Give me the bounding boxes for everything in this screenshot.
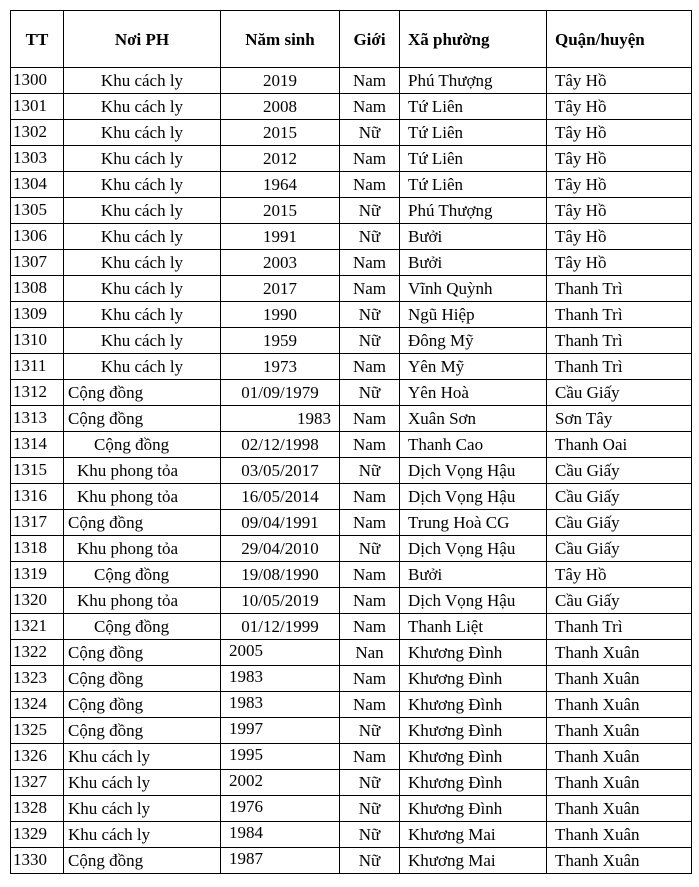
row-noi-ph: Khu cách ly: [64, 198, 221, 224]
row-nam-sinh: 2017: [221, 276, 340, 302]
row-noi-ph: Khu phong tỏa: [64, 484, 221, 510]
row-noi-ph: Khu cách ly: [64, 276, 221, 302]
row-xa-phuong: Tứ Liên: [400, 94, 547, 120]
row-xa-phuong: Khương Đình: [400, 666, 547, 692]
row-xa-phuong: Dịch Vọng Hậu: [400, 458, 547, 484]
row-noi-ph: Khu cách ly: [64, 770, 221, 796]
row-tt: 1301: [11, 94, 64, 120]
row-noi-ph: Khu phong tỏa: [64, 536, 221, 562]
table-row: [11, 224, 692, 250]
row-xa-phuong: Tứ Liên: [400, 146, 547, 172]
row-xa-phuong: Khương Đình: [400, 770, 547, 796]
row-noi-ph: Khu cách ly: [64, 328, 221, 354]
row-nam-sinh: 1973: [221, 354, 340, 380]
row-xa-phuong: Khương Đình: [400, 640, 547, 666]
row-gioi: Nữ: [340, 770, 400, 796]
row-xa-phuong: Dịch Vọng Hậu: [400, 484, 547, 510]
row-quan-huyen: Tây Hồ: [547, 68, 692, 94]
row-xa-phuong: Bưởi: [400, 224, 547, 250]
row-noi-ph: Khu cách ly: [64, 796, 221, 822]
row-gioi: Nam: [340, 484, 400, 510]
row-nam-sinh: 19/08/1990: [221, 562, 340, 588]
row-nam-sinh: 2015: [221, 120, 340, 146]
row-tt: 1327: [11, 770, 64, 796]
header-noi-ph: Nơi PH: [64, 11, 221, 68]
row-nam-sinh: 1995: [221, 744, 340, 770]
row-quan-huyen: Thanh Trì: [547, 354, 692, 380]
table-row: [11, 822, 692, 848]
row-gioi: Nữ: [340, 796, 400, 822]
row-xa-phuong: Vĩnh Quỳnh: [400, 276, 547, 302]
row-quan-huyen: Cầu Giấy: [547, 380, 692, 406]
table-row: [11, 484, 692, 510]
row-noi-ph: Khu cách ly: [64, 120, 221, 146]
row-gioi: Nữ: [340, 848, 400, 874]
row-tt: 1309: [11, 302, 64, 328]
table-row: [11, 744, 692, 770]
row-noi-ph: Khu cách ly: [64, 68, 221, 94]
table-row: [11, 640, 692, 666]
row-quan-huyen: Tây Hồ: [547, 562, 692, 588]
row-gioi: Nữ: [340, 458, 400, 484]
row-gioi: Nữ: [340, 536, 400, 562]
row-gioi: Nữ: [340, 328, 400, 354]
row-tt: 1324: [11, 692, 64, 718]
row-noi-ph: Khu phong tỏa: [64, 588, 221, 614]
row-xa-phuong: Yên Mỹ: [400, 354, 547, 380]
table-row: [11, 614, 692, 640]
row-quan-huyen: Thanh Xuân: [547, 822, 692, 848]
row-quan-huyen: Cầu Giấy: [547, 536, 692, 562]
row-tt: 1303: [11, 146, 64, 172]
row-gioi: Nữ: [340, 718, 400, 744]
table-row: [11, 562, 692, 588]
row-tt: 1306: [11, 224, 64, 250]
row-noi-ph: Khu cách ly: [64, 146, 221, 172]
table-row: [11, 146, 692, 172]
row-xa-phuong: Khương Đình: [400, 718, 547, 744]
row-gioi: Nam: [340, 562, 400, 588]
row-nam-sinh: 29/04/2010: [221, 536, 340, 562]
row-tt: 1314: [11, 432, 64, 458]
row-xa-phuong: Bưởi: [400, 562, 547, 588]
row-gioi: Nữ: [340, 822, 400, 848]
row-quan-huyen: Thanh Trì: [547, 276, 692, 302]
row-quan-huyen: Tây Hồ: [547, 94, 692, 120]
table-row: [11, 718, 692, 744]
row-xa-phuong: Dịch Vọng Hậu: [400, 536, 547, 562]
row-tt: 1319: [11, 562, 64, 588]
row-gioi: Nam: [340, 406, 400, 432]
row-xa-phuong: Phú Thượng: [400, 198, 547, 224]
row-nam-sinh: 1983: [221, 666, 340, 692]
row-xa-phuong: Phú Thượng: [400, 68, 547, 94]
row-quan-huyen: Thanh Xuân: [547, 796, 692, 822]
row-gioi: Nam: [340, 692, 400, 718]
row-nam-sinh: 2003: [221, 250, 340, 276]
header-nam-sinh: Năm sinh: [221, 11, 340, 68]
row-tt: 1328: [11, 796, 64, 822]
row-quan-huyen: Thanh Xuân: [547, 770, 692, 796]
row-noi-ph: Khu cách ly: [64, 224, 221, 250]
row-nam-sinh: 1991: [221, 224, 340, 250]
header-tt: TT: [11, 11, 64, 68]
table-row: [11, 458, 692, 484]
row-nam-sinh: 01/12/1999: [221, 614, 340, 640]
row-nam-sinh: 2019: [221, 68, 340, 94]
row-xa-phuong: Xuân Sơn: [400, 406, 547, 432]
row-tt: 1311: [11, 354, 64, 380]
row-gioi: Nam: [340, 94, 400, 120]
row-nam-sinh: 09/04/1991: [221, 510, 340, 536]
row-gioi: Nữ: [340, 120, 400, 146]
row-xa-phuong: Trung Hoà CG: [400, 510, 547, 536]
row-tt: 1322: [11, 640, 64, 666]
row-gioi: Nữ: [340, 224, 400, 250]
row-tt: 1308: [11, 276, 64, 302]
row-quan-huyen: Thanh Xuân: [547, 666, 692, 692]
row-xa-phuong: Yên Hoà: [400, 380, 547, 406]
row-xa-phuong: Khương Đình: [400, 692, 547, 718]
table-row: [11, 406, 692, 432]
row-tt: 1321: [11, 614, 64, 640]
row-noi-ph: Khu cách ly: [64, 744, 221, 770]
row-tt: 1307: [11, 250, 64, 276]
row-nam-sinh: 1987: [221, 848, 340, 874]
row-nam-sinh: 2012: [221, 146, 340, 172]
row-noi-ph: Cộng đồng: [64, 666, 221, 692]
row-nam-sinh: 1959: [221, 328, 340, 354]
row-quan-huyen: Thanh Xuân: [547, 848, 692, 874]
row-noi-ph: Cộng đồng: [64, 692, 221, 718]
table-row: [11, 536, 692, 562]
row-xa-phuong: Khương Đình: [400, 744, 547, 770]
row-quan-huyen: Cầu Giấy: [547, 458, 692, 484]
row-xa-phuong: Dịch Vọng Hậu: [400, 588, 547, 614]
row-nam-sinh: 03/05/2017: [221, 458, 340, 484]
row-gioi: Nam: [340, 354, 400, 380]
row-nam-sinh: 2002: [221, 770, 340, 796]
row-gioi: Nữ: [340, 302, 400, 328]
row-quan-huyen: Tây Hồ: [547, 198, 692, 224]
row-xa-phuong: Tứ Liên: [400, 120, 547, 146]
row-tt: 1310: [11, 328, 64, 354]
row-gioi: Nan: [340, 640, 400, 666]
row-noi-ph: Khu cách ly: [64, 302, 221, 328]
row-nam-sinh: 1983: [221, 406, 340, 432]
table-header-row: [11, 11, 692, 68]
row-gioi: Nam: [340, 172, 400, 198]
row-tt: 1326: [11, 744, 64, 770]
row-tt: 1312: [11, 380, 64, 406]
row-tt: 1305: [11, 198, 64, 224]
row-quan-huyen: Thanh Trì: [547, 302, 692, 328]
row-quan-huyen: Thanh Trì: [547, 328, 692, 354]
row-noi-ph: Khu cách ly: [64, 94, 221, 120]
row-gioi: Nam: [340, 666, 400, 692]
table-row: [11, 692, 692, 718]
row-gioi: Nam: [340, 146, 400, 172]
row-tt: 1304: [11, 172, 64, 198]
row-xa-phuong: Đông Mỹ: [400, 328, 547, 354]
row-quan-huyen: Tây Hồ: [547, 172, 692, 198]
table-row: [11, 198, 692, 224]
row-quan-huyen: Tây Hồ: [547, 146, 692, 172]
row-tt: 1329: [11, 822, 64, 848]
row-gioi: Nam: [340, 614, 400, 640]
row-quan-huyen: Cầu Giấy: [547, 588, 692, 614]
row-quan-huyen: Thanh Xuân: [547, 692, 692, 718]
table-row: [11, 588, 692, 614]
table-row: [11, 250, 692, 276]
table-row: [11, 796, 692, 822]
row-gioi: Nam: [340, 432, 400, 458]
row-quan-huyen: Sơn Tây: [547, 406, 692, 432]
row-xa-phuong: Ngũ Hiệp: [400, 302, 547, 328]
row-tt: 1320: [11, 588, 64, 614]
row-nam-sinh: 1990: [221, 302, 340, 328]
row-nam-sinh: 01/09/1979: [221, 380, 340, 406]
row-noi-ph: Khu cách ly: [64, 822, 221, 848]
row-nam-sinh: 2015: [221, 198, 340, 224]
row-nam-sinh: 1997: [221, 718, 340, 744]
case-table: [10, 10, 692, 874]
row-tt: 1315: [11, 458, 64, 484]
row-nam-sinh: 1984: [221, 822, 340, 848]
row-quan-huyen: Tây Hồ: [547, 224, 692, 250]
row-xa-phuong: Khương Mai: [400, 822, 547, 848]
row-gioi: Nam: [340, 588, 400, 614]
table-row: [11, 380, 692, 406]
row-noi-ph: Cộng đồng: [64, 406, 221, 432]
row-xa-phuong: Thanh Cao: [400, 432, 547, 458]
row-noi-ph: Cộng đồng: [64, 432, 221, 458]
table-row: [11, 120, 692, 146]
row-quan-huyen: Cầu Giấy: [547, 484, 692, 510]
row-noi-ph: Khu cách ly: [64, 354, 221, 380]
row-gioi: Nam: [340, 276, 400, 302]
row-noi-ph: Cộng đồng: [64, 718, 221, 744]
row-gioi: Nam: [340, 744, 400, 770]
row-xa-phuong: Khương Đình: [400, 796, 547, 822]
row-xa-phuong: Thanh Liệt: [400, 614, 547, 640]
table-row: [11, 510, 692, 536]
table-row: [11, 94, 692, 120]
row-noi-ph: Cộng đồng: [64, 380, 221, 406]
row-noi-ph: Cộng đồng: [64, 510, 221, 536]
row-gioi: Nam: [340, 510, 400, 536]
row-xa-phuong: Tứ Liên: [400, 172, 547, 198]
row-tt: 1330: [11, 848, 64, 874]
table-row: [11, 432, 692, 458]
row-gioi: Nam: [340, 68, 400, 94]
row-tt: 1302: [11, 120, 64, 146]
row-noi-ph: Cộng đồng: [64, 640, 221, 666]
header-xa-phuong: Xã phường: [400, 11, 547, 68]
table-row: [11, 770, 692, 796]
table-row: [11, 172, 692, 198]
row-quan-huyen: Thanh Trì: [547, 614, 692, 640]
row-nam-sinh: 02/12/1998: [221, 432, 340, 458]
row-tt: 1317: [11, 510, 64, 536]
row-nam-sinh: 1976: [221, 796, 340, 822]
row-quan-huyen: Thanh Xuân: [547, 718, 692, 744]
row-noi-ph: Khu cách ly: [64, 172, 221, 198]
row-noi-ph: Cộng đồng: [64, 848, 221, 874]
row-gioi: Nam: [340, 250, 400, 276]
row-nam-sinh: 2008: [221, 94, 340, 120]
row-noi-ph: Cộng đồng: [64, 562, 221, 588]
row-tt: 1313: [11, 406, 64, 432]
row-xa-phuong: Bưởi: [400, 250, 547, 276]
row-quan-huyen: Thanh Xuân: [547, 640, 692, 666]
table-row: [11, 302, 692, 328]
row-xa-phuong: Khương Mai: [400, 848, 547, 874]
row-noi-ph: Khu phong tỏa: [64, 458, 221, 484]
row-nam-sinh: 1983: [221, 692, 340, 718]
row-noi-ph: Cộng đồng: [64, 614, 221, 640]
row-nam-sinh: 16/05/2014: [221, 484, 340, 510]
row-quan-huyen: Tây Hồ: [547, 120, 692, 146]
row-quan-huyen: Cầu Giấy: [547, 510, 692, 536]
row-gioi: Nữ: [340, 380, 400, 406]
row-noi-ph: Khu cách ly: [64, 250, 221, 276]
row-tt: 1323: [11, 666, 64, 692]
table-row: [11, 328, 692, 354]
row-quan-huyen: Thanh Oai: [547, 432, 692, 458]
table-row: [11, 68, 692, 94]
row-nam-sinh: 10/05/2019: [221, 588, 340, 614]
row-tt: 1318: [11, 536, 64, 562]
row-tt: 1325: [11, 718, 64, 744]
header-quan-huyen: Quận/huyện: [547, 11, 692, 68]
header-gioi: Giới: [340, 11, 400, 68]
row-nam-sinh: 2005: [221, 640, 340, 666]
row-nam-sinh: 1964: [221, 172, 340, 198]
row-tt: 1316: [11, 484, 64, 510]
table-row: [11, 666, 692, 692]
row-gioi: Nữ: [340, 198, 400, 224]
row-quan-huyen: Thanh Xuân: [547, 744, 692, 770]
table-row: [11, 276, 692, 302]
row-tt: 1300: [11, 68, 64, 94]
row-quan-huyen: Tây Hồ: [547, 250, 692, 276]
table-row: [11, 354, 692, 380]
table-row: [11, 848, 692, 874]
